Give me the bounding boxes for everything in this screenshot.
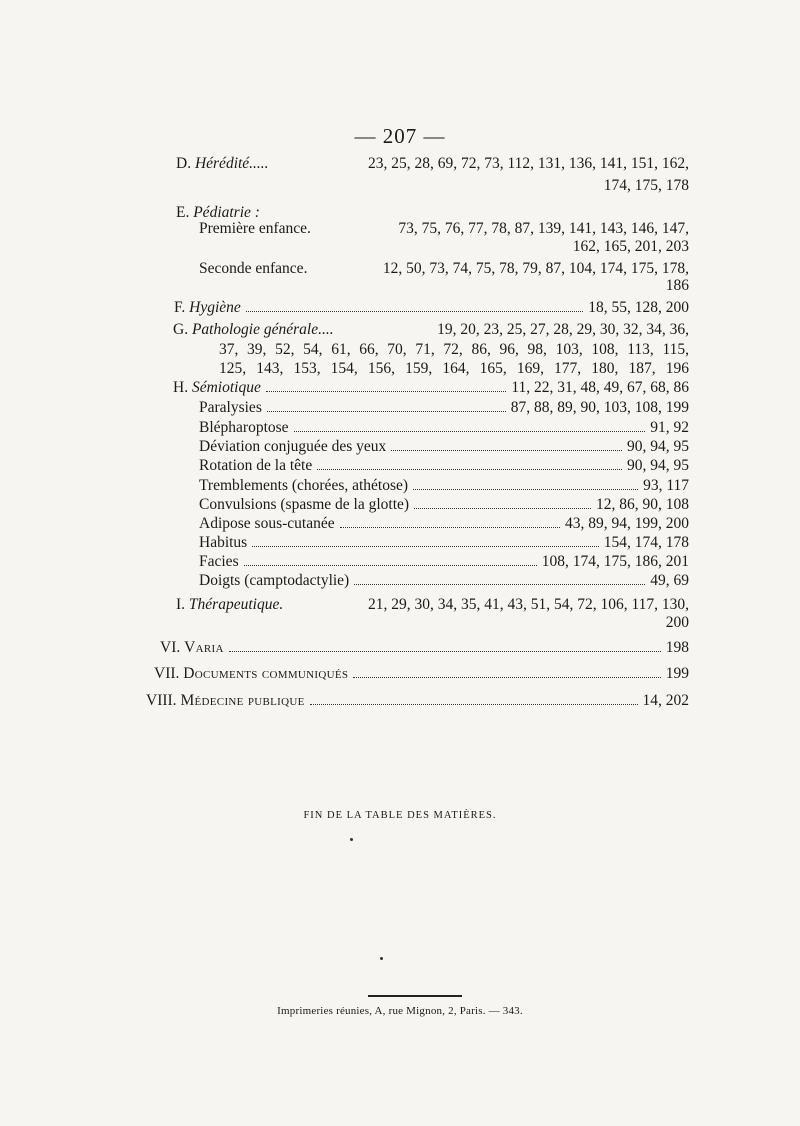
section-pages: 199 <box>665 665 689 682</box>
entry-key: D. <box>176 155 192 172</box>
subentry-pages: 91, 92 <box>650 419 689 436</box>
entry-pathologie-generale <box>173 320 689 340</box>
dot-leader <box>391 450 622 451</box>
section-medecine-publique <box>146 691 689 711</box>
subentry-label: Paralysies <box>199 399 262 416</box>
subentry-rotation-tete <box>199 456 689 476</box>
subentry-pages: 73, 75, 76, 77, 78, 87, 139, 141, 143, 146, 147, <box>398 220 689 237</box>
subentry-pages: 43, 89, 94, 199, 200 <box>565 515 689 532</box>
section-title: Varia <box>184 639 224 656</box>
entry-label: Hygiène <box>189 299 241 316</box>
dot-leader <box>294 431 646 432</box>
entry-pages: 23, 25, 28, 69, 72, 73, 112, 131, 136, 141, 151, 162, <box>367 155 689 172</box>
dot-leader <box>414 508 591 509</box>
subentry-facies <box>199 552 689 572</box>
entry-key: I. <box>176 596 186 613</box>
page-number: — 207 — <box>354 124 446 148</box>
subentry-pages-cont: 186 <box>665 277 689 294</box>
subentry-premiere-enfance <box>199 219 689 239</box>
subentry-label: Déviation conjuguée des yeux <box>199 438 387 455</box>
ink-speck <box>380 957 383 960</box>
subentry-pages: 93, 117 <box>643 477 689 494</box>
subentry-label: Convulsions (spasme de la glotte) <box>199 496 410 513</box>
dot-leader <box>413 489 638 490</box>
subentry-pages: 12, 86, 90, 108 <box>596 496 689 513</box>
entry-pages: 19, 20, 23, 25, 27, 28, 29, 30, 32, 34, 36, <box>437 321 689 338</box>
entry-label: Pédiatrie : <box>193 204 260 221</box>
section-numeral: VI. <box>160 639 181 656</box>
footer-rule <box>368 995 462 997</box>
entry-label: Thérapeutique. <box>188 596 284 613</box>
entry-label: Hérédité..... <box>194 155 269 172</box>
entry-key: H. <box>173 379 189 396</box>
section-documents-communiques <box>154 664 689 684</box>
entry-pages-cont: 200 <box>665 614 689 631</box>
subentry-label: Doigts (camptodactylie) <box>199 572 350 589</box>
entry-label: Sémiotique <box>191 379 261 396</box>
entry-label: Pathologie générale.... <box>191 321 334 338</box>
subentry-convulsions <box>199 495 689 515</box>
subentry-pages: 49, 69 <box>650 572 689 589</box>
subentry-adipose <box>199 514 689 534</box>
section-title: Documents communiqués <box>183 665 349 682</box>
subentry-label: Adipose sous-cutanée <box>199 515 335 532</box>
dot-leader <box>267 411 506 412</box>
subentry-label: Habitus <box>199 534 248 551</box>
subentry-paralysies <box>199 398 689 418</box>
printer-imprint: Imprimeries réunies, A, rue Mignon, 2, Paris. — 343. <box>277 1005 523 1017</box>
entry-pages-cont: 37, 39, 52, 54, 61, 66, 70, 71, 72, 86, 96, 98, 103, 108, 113, 115, <box>219 341 689 358</box>
subentry-pages: 90, 94, 95 <box>627 438 689 455</box>
subentry-doigts <box>199 571 689 591</box>
entry-key: E. <box>176 204 190 221</box>
entry-pages: 21, 29, 30, 34, 35, 41, 43, 51, 54, 72, 106, 117, 130, <box>367 596 689 613</box>
dot-leader <box>266 391 506 392</box>
dot-leader <box>317 469 622 470</box>
entry-pages-cont: 125, 143, 153, 154, 156, 159, 164, 165, 169, 177, 180, 187, 196 <box>219 360 689 377</box>
subentry-pages: 154, 174, 178 <box>603 534 689 551</box>
ink-speck <box>350 838 353 841</box>
dot-leader <box>353 677 660 678</box>
subentry-pages-cont: 162, 165, 201, 203 <box>572 238 689 255</box>
subentry-pages: 87, 88, 89, 90, 103, 108, 199 <box>510 399 689 416</box>
subentry-seconde-enfance <box>199 259 689 279</box>
dot-leader <box>354 584 645 585</box>
section-pages: 198 <box>665 639 689 656</box>
dot-leader <box>244 565 537 566</box>
subentry-blepharoptose <box>199 418 689 438</box>
entry-heredite <box>176 154 689 174</box>
subentry-label: Rotation de la tête <box>199 457 313 474</box>
subentry-label: Première enfance. <box>199 220 311 237</box>
dot-leader <box>340 527 560 528</box>
dot-leader <box>310 704 638 705</box>
subentry-habitus <box>199 533 689 553</box>
entry-key: G. <box>173 321 189 338</box>
section-numeral: VII. <box>154 665 180 682</box>
end-note: FIN DE LA TABLE DES MATIÈRES. <box>303 810 497 821</box>
section-varia <box>160 638 689 658</box>
subentry-tremblements <box>199 476 689 496</box>
entry-therapeutique <box>176 595 689 615</box>
subentry-label: Seconde enfance. <box>199 260 308 277</box>
subentry-deviation-conjuguee <box>199 437 689 457</box>
entry-hygiene <box>174 298 689 318</box>
dot-leader <box>246 311 583 312</box>
entry-pages: 18, 55, 128, 200 <box>588 299 689 316</box>
dot-leader <box>252 546 599 547</box>
subentry-label: Blépharoptose <box>199 419 289 436</box>
section-title: Médecine publique <box>180 692 305 709</box>
subentry-pages: 12, 50, 73, 74, 75, 78, 79, 87, 104, 174, 175, 178, <box>382 260 689 277</box>
subentry-pages: 108, 174, 175, 186, 201 <box>541 553 689 570</box>
section-pages: 14, 202 <box>642 692 689 709</box>
entry-semiotique <box>173 378 689 398</box>
subentry-label: Facies <box>199 553 239 570</box>
section-numeral: VIII. <box>146 692 177 709</box>
entry-key: F. <box>174 299 186 316</box>
dot-leader <box>229 651 661 652</box>
subentry-label: Tremblements (chorées, athétose) <box>199 477 409 494</box>
subentry-pages: 90, 94, 95 <box>627 457 689 474</box>
entry-pages: 11, 22, 31, 48, 49, 67, 68, 86 <box>511 379 689 396</box>
entry-pages-cont: 174, 175, 178 <box>603 177 689 194</box>
